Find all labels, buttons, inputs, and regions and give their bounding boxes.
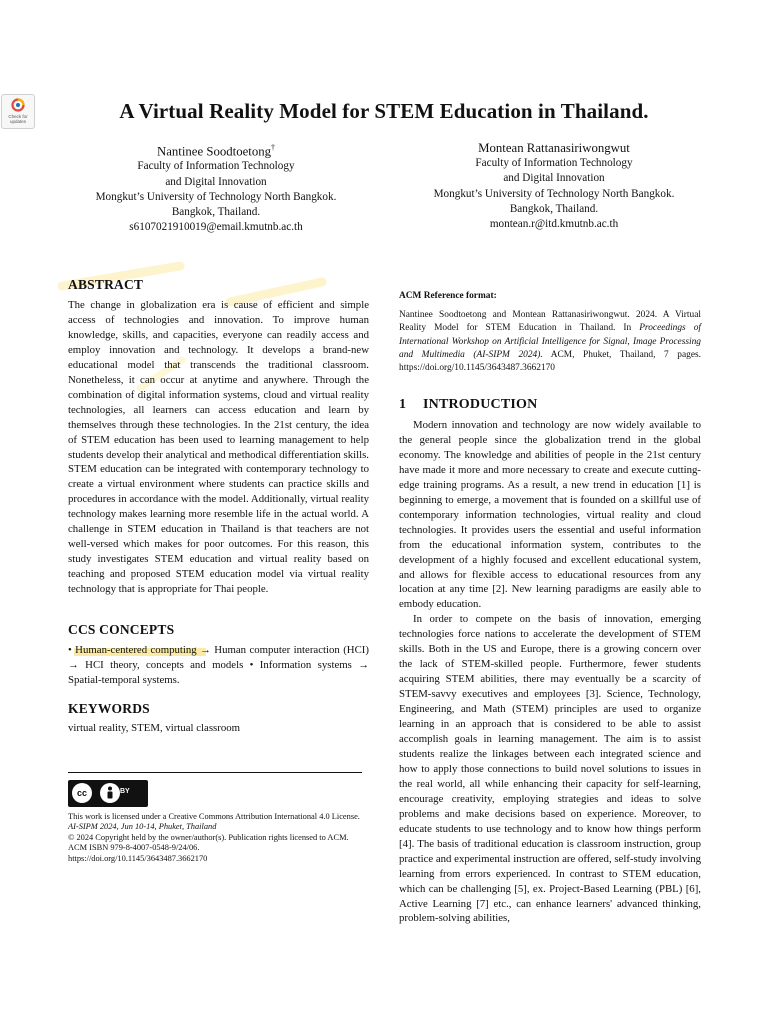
- doi-link[interactable]: https://doi.org/10.1145/3643487.3662170: [68, 853, 208, 863]
- acm-ref-label: ACM Reference format:: [399, 291, 497, 301]
- license-statement: This work is licensed under a Creative Commons Attribution International 4.0 License.: [68, 812, 360, 821]
- author-university: Mongkut’s University of Technology North Bangkok.: [433, 187, 675, 200]
- venue-line: AI-SIPM 2024, Jun 10-14, Phuket, Thailand: [68, 822, 217, 832]
- author-affiliation: and Digital Innovation: [503, 172, 605, 185]
- abstract-text: The change in globalization era is cause of efficient and simple access of technologies and innovation. To improve human knowledge, skills, and capacities, everyone can readily access and employ innovation and technology. It develops a brand-new educational model that transcends the traditional classroom. Nonetheless, it can occur at anytime and anywhere. Through the combination of digital information systems, cloud and virtual reality technologies, all learners can access education and learn by themselves through these technologies. In the 21st century, the idea of STEM education has been used to learning management to help students develop their analytical and methodical differentiation skills. STEM education can be integrated with contemporary technology to create a virtual environment where students can practice skills and procedures in accordance with the model. Additionally, virtual reality technology makes learning more resemble life in the actual world. A challenge in STEM education in Thailand is that teachers are not well-versed which makes for poor outcomes. For this reason, this study investigates STEM education and virtual reality based on teaching and proposed STEM education model via virtual reality technology that is appropriate for Thai people.: [68, 299, 369, 596]
- author-city: Bangkok, Thailand.: [509, 202, 599, 215]
- cc-icon: cc: [72, 783, 92, 803]
- author-name: Montean Rattanasiriwongwut: [478, 141, 630, 155]
- keywords-text: virtual reality, STEM, virtual classroom: [68, 722, 241, 734]
- keywords-heading: KEYWORDS: [68, 701, 150, 716]
- paper-title: A Virtual Reality Model for STEM Education in Thailand.: [119, 99, 649, 123]
- introduction-section: [399, 397, 701, 926]
- author-affiliation: Faculty of Information Technology: [475, 157, 633, 169]
- proceedings-title: Proceedings of International Workshop on Artificial Intelligence for Signal, Image Processing and Multimedia (AI-SIPM 2024).: [399, 323, 702, 360]
- intro-paragraph-2: In order to compete on the basis of innovation, emerging technologies force nations to accelerate the development of STEM skills. Both in the US and Europe, there is a growing concern over the lack of STEM-skilled people. Furthermore, fewer students acquiring STEM abilities, there may eventually be a scarcity of STEM-savvy executives and employees [3]. Science, Technology, Engineering, and Math (STEM) principles are used to organize learning in an approach that is considered to be able to assist accomplish goals in learning management. The aim is to assist students realize the linkages between each integrated science and how to apply those connections to build novel solutions to issues in the real world, all while enhancing their capacity for self-learning, encourage creativity, employing strategies and ideas to solve problems and make decisions based on experience. Moreover, to educate students to use technology and to know how things perform [4]. The basis of traditional education is classroom instruction, group practice and experimental instruction are offered, self-study involving learning from errors experienced. In contrast to STEM education, which can be challenging [5], ex. Project-Based Learning (PBL) [6], Active Learning [7] etc., can enhance learners' advanced thinking, problem-solving abilities,: [399, 613, 702, 925]
- ccs-heading: CCS CONCEPTS: [68, 622, 175, 637]
- keywords-section: [68, 701, 369, 736]
- section-number: 1: [399, 397, 407, 412]
- intro-paragraph-1: Modern innovation and technology are now widely available to the general people since the globalization trend in the global economy. The knowledge and abilities of people in the 21st century have made it more and more necessary to create and execute cutting-edge training programs. As a result, a new trend in education [1] is beginning to emerge, a movement that is founded on a skillful use of contemporary information technologies, virtual reality and cloud technologies. It provides users the essential and useful information from the educational information system, contributes to the development of a highly focused and excellent educational system, and allows for flexible access to educational resources from any location at any time [2]. New learning paradigms are easily able to embody education.: [399, 419, 701, 611]
- author-mark: †: [271, 143, 276, 152]
- copyright-line: © 2024 Copyright held by the owner/author(s). Publication rights licensed to ACM. ACM ISBN 979-8-4007-0548-9/24/06.: [68, 832, 349, 853]
- attribution-person-icon: [100, 783, 120, 803]
- person-icon: [100, 783, 120, 803]
- acm-ref-text: Nantinee Soodtoetong and Montean Rattanasiriwongwut. 2024. A Virtual Reality Model for STEM Education in Thailand. In Proceedings of International Workshop on Artificial Intelligence for Signal, Image Processing and Multimedia (AI-SIPM 2024). ACM, Phuket, Thailand, 7 pages. https://doi.org/10.1145/3643487.3662170: [399, 310, 702, 374]
- ccs-section: [68, 622, 369, 688]
- badge-label: Check for updates: [8, 114, 28, 124]
- abstract-heading: ABSTRACT: [68, 277, 144, 292]
- introduction-heading: 1 INTRODUCTION: [399, 397, 538, 412]
- abstract-section: [68, 277, 369, 597]
- author-city: Bangkok, Thailand.: [171, 206, 261, 219]
- author-name: Nantinee Soodtoetong†: [156, 143, 276, 159]
- author-university: Mongkut’s University of Technology North Bangkok.: [95, 190, 337, 203]
- footnote-rule: [68, 772, 362, 773]
- author-affiliation: Faculty of Information Technology: [137, 160, 295, 173]
- by-label: BY: [120, 788, 130, 795]
- author-block-2: [396, 140, 712, 232]
- author-affiliation: and Digital Innovation: [165, 175, 267, 188]
- license-footnote: [68, 812, 362, 864]
- acm-reference: [399, 290, 701, 375]
- author-email[interactable]: s6107021910019@email.kmutnb.ac.th: [129, 221, 303, 234]
- ccs-text: • Human-centered computing → Human computer interaction (HCI) → HCI theory, concepts and models • Information systems → Spatial-temporal systems.: [68, 644, 369, 686]
- cc-by-license-badge[interactable]: [68, 780, 148, 807]
- author-email[interactable]: montean.r@itd.kmutnb.ac.th: [489, 218, 619, 231]
- author-block-1: [58, 140, 374, 236]
